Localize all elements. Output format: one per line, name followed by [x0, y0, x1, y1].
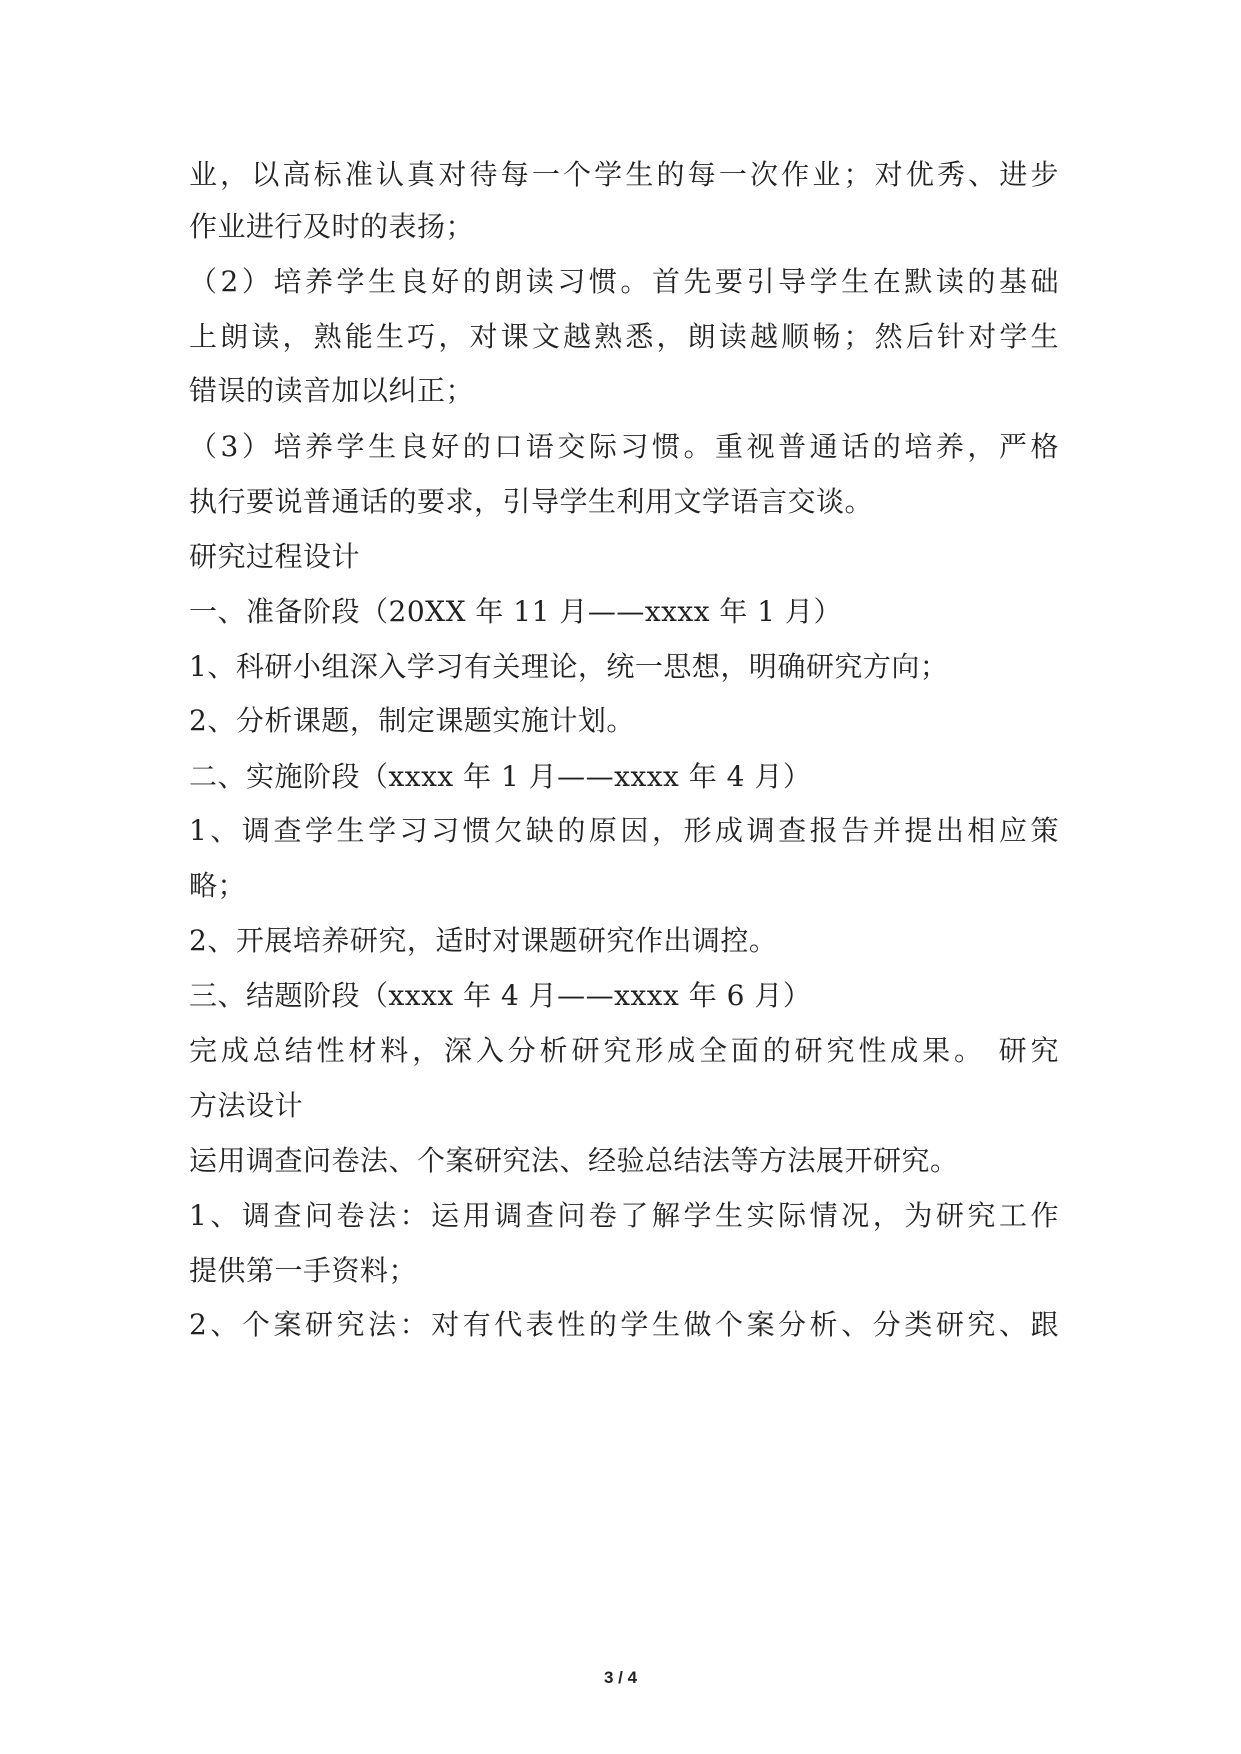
text-line: 2、个案研究法：对有代表性的学生做个案分析、分类研究、跟 [189, 1308, 1059, 1341]
text-line: 作业进行及时的表扬； [189, 210, 475, 243]
section-heading: 方法设计 [189, 1089, 304, 1122]
text-line: 业，以高标准认真对待每一个学生的每一次作业；对优秀、进步 [189, 158, 1059, 191]
text-line: 略； [189, 869, 247, 902]
text-line: 1、调查问卷法：运用调查问卷了解学生实际情况，为研究工作 [189, 1199, 1059, 1232]
stage-heading: 三、结题阶段（xxxx 年 4 月——xxxx 年 6 月） [189, 979, 812, 1012]
text-line: 运用调查问卷法、个案研究法、经验总结法等方法展开研究。 [189, 1144, 959, 1177]
section-heading: 研究过程设计 [189, 540, 361, 573]
text-line: 1、科研小组深入学习有关理论，统一思想，明确研究方向； [189, 650, 949, 683]
text-line: 执行要说普通话的要求，引导学生利用文学语言交谈。 [189, 485, 874, 518]
text-line: 1、调查学生学习习惯欠缺的原因，形成调查报告并提出相应策 [189, 814, 1059, 847]
text-line: 2、开展培养研究，适时对课题研究作出调控。 [189, 924, 778, 957]
text-line: （3）培养学生良好的口语交际习惯。重视普通话的培养，严格 [189, 430, 1059, 463]
text-line: （2）培养学生良好的朗读习惯。首先要引导学生在默读的基础 [189, 265, 1059, 298]
text-line: 上朗读，熟能生巧，对课文越熟悉，朗读越顺畅；然后针对学生 [189, 320, 1059, 353]
stage-heading: 一、准备阶段（20XX 年 11 月——xxxx 年 1 月） [189, 595, 843, 628]
text-line: 提供第一手资料； [189, 1254, 418, 1287]
text-line: 错误的读音加以纠正； [189, 374, 475, 407]
stage-heading: 二、实施阶段（xxxx 年 1 月——xxxx 年 4 月） [189, 760, 812, 793]
text-line: 2、分析课题，制定课题实施计划。 [189, 704, 635, 737]
page-number: 3 / 4 [603, 1668, 638, 1687]
text-line: 完成总结性材料，深入分析研究形成全面的研究性成果。 研究 [189, 1034, 1059, 1067]
